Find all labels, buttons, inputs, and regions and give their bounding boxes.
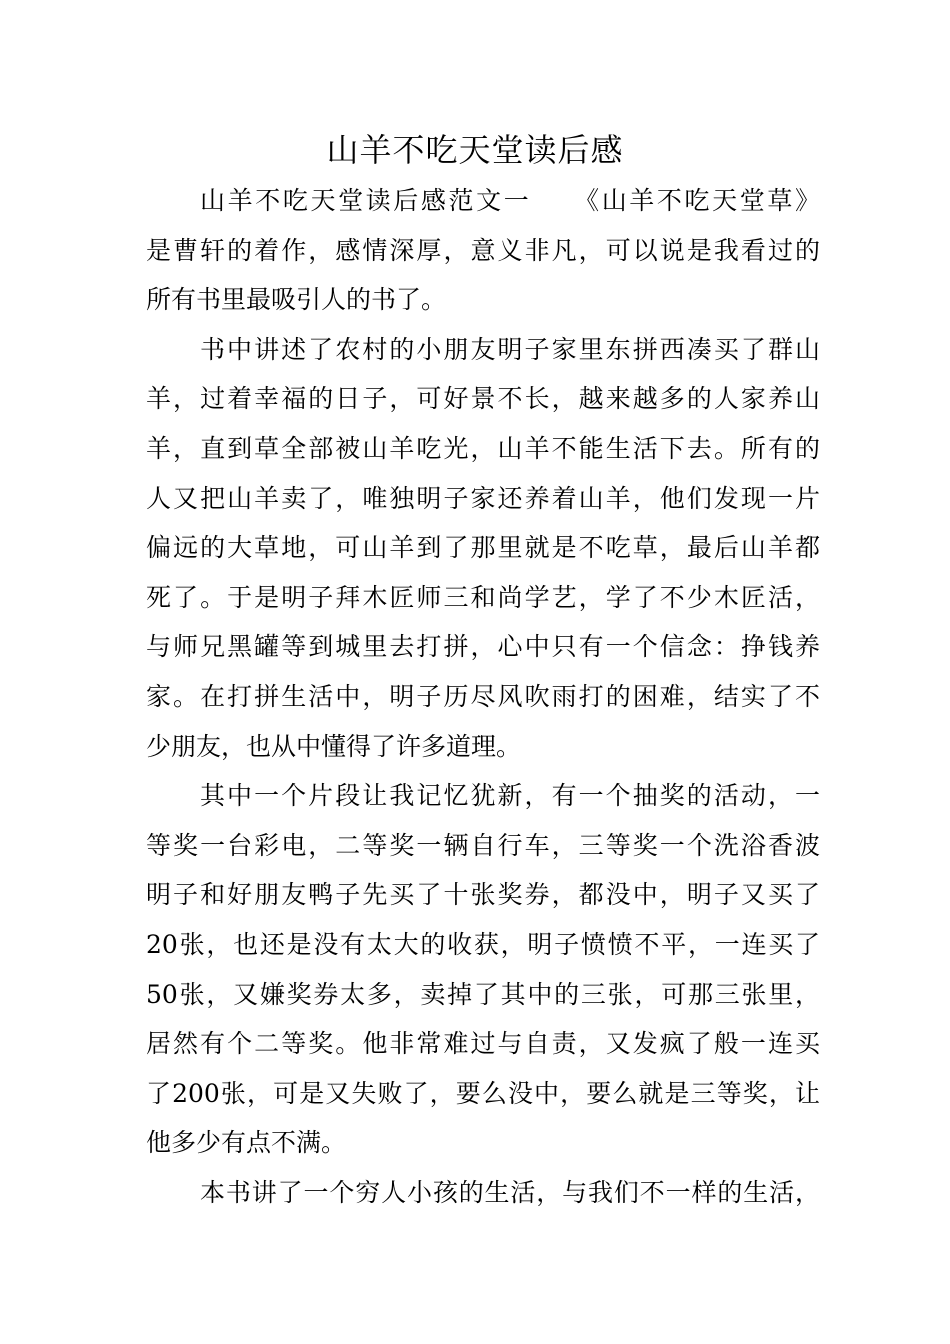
- text-line: 他多少有点不满。: [146, 1128, 347, 1158]
- text-line: 是曹轩的着作，感情深厚，意义非凡，可以说是我看过的: [146, 235, 820, 265]
- document-title: 山羊不吃天堂读后感: [326, 131, 624, 169]
- text-line: 所有书里最吸引人的书了。: [146, 285, 447, 315]
- text-line: 等奖一台彩电，二等奖一辆自行车，三等奖一个洗浴香波: [146, 830, 820, 860]
- text-line: 本书讲了一个穷人小孩的生活，与我们不一样的生活，: [200, 1177, 820, 1207]
- text-line: 其中一个片段让我记忆犹新，有一个抽奖的活动，一: [200, 781, 820, 811]
- text-line: 50张，又嫌奖券太多，卖掉了其中的三张，可那三张里，: [146, 979, 820, 1009]
- text-line: 了200张，可是又失败了，要么没中，要么就是三等奖，让: [146, 1078, 820, 1108]
- text-line: 居然有个二等奖。他非常难过与自责，又发疯了般一连买: [146, 1029, 820, 1059]
- text-line: 家。在打拼生活中，明子历尽风吹雨打的困难，结实了不: [146, 681, 820, 711]
- text-line: 山羊不吃天堂读后感范文一 《山羊不吃天堂草》: [200, 186, 820, 215]
- text-line: 羊，直到草全部被山羊吃光，山羊不能生活下去。所有的: [146, 433, 820, 463]
- text-line: 20张，也还是没有太大的收获，明子愤愤不平，一连买了: [146, 929, 820, 959]
- text-line: 少朋友，也从中懂得了许多道理。: [146, 731, 522, 761]
- text-line: 人又把山羊卖了，唯独明子家还养着山羊，他们发现一片: [146, 483, 820, 513]
- text-line: 羊，过着幸福的日子，可好景不长，越来越多的人家养山: [146, 384, 820, 414]
- text-line: 偏远的大草地，可山羊到了那里就是不吃草，最后山羊都: [146, 533, 820, 563]
- text-line: 书中讲述了农村的小朋友明子家里东拼西凑买了群山: [200, 334, 820, 364]
- text-line: 死了。于是明子拜木匠师三和尚学艺，学了不少木匠活，: [146, 582, 820, 612]
- text-line: 与师兄黑罐等到城里去打拼，心中只有一个信念：挣钱养: [146, 632, 820, 662]
- document-body: [146, 176, 820, 1217]
- text-line: 明子和好朋友鸭子先买了十张奖券，都没中，明子又买了: [146, 880, 820, 910]
